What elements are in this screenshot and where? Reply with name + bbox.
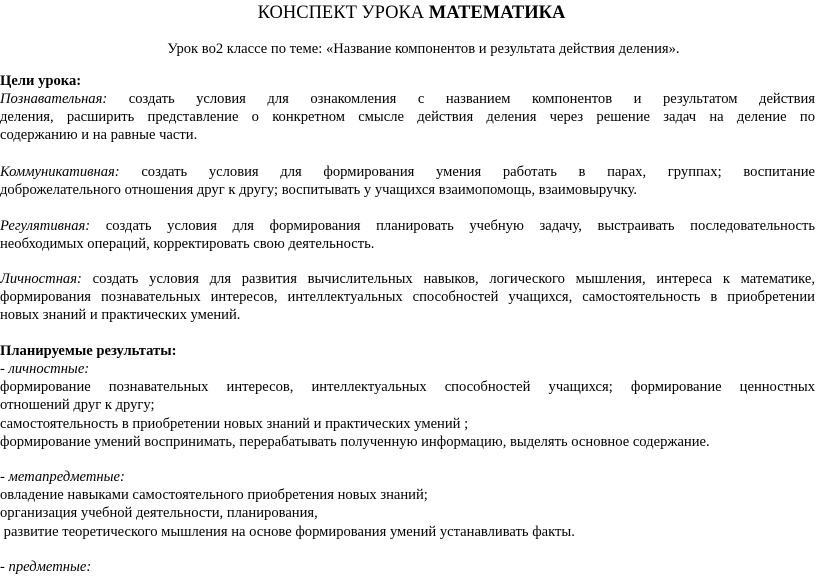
results-metasubject-label-line — [0, 468, 815, 486]
goal-cognitive-line1 — [0, 90, 815, 108]
goal-cognitive-label: Познавательная: — [0, 91, 108, 107]
goal-cognitive-text3: содержанию и на равные части. — [0, 127, 198, 144]
goal-communicative-text1: создать условия для формирования умения работать в парах, группах; воспитание — [141, 164, 815, 180]
goal-cognitive-text2: деления, расширить представление о конкретном смысле действия деления через решение задач на деление по — [0, 109, 815, 126]
results-metasubject-item1: овладение навыками самостоятельного приобретения новых знаний; — [0, 487, 428, 504]
lesson-topic: Урок во2 классе по теме: «Название компонентов и результата действия деления». — [167, 41, 680, 57]
goal-cognitive — [0, 90, 815, 145]
goal-personal-label: Личностная: — [0, 271, 82, 287]
goal-cognitive-text1: создать условия для ознакомления с названием компонентов и результатом действия — [128, 91, 815, 107]
goal-personal-text3: новых знаний и практических умений. — [0, 307, 241, 324]
goal-personal — [0, 270, 815, 325]
results-personal-item2: самостоятельность в приобретении новых знаний и практических умений ; — [0, 415, 469, 432]
goal-regulatory-text1: создать условия для формирования планировать учебную задачу, выстраивать последовательность — [105, 218, 815, 234]
goal-regulatory-label: Регулятивная: — [0, 218, 91, 234]
results-personal-item3: формирование умений воспринимать, перерабатывать полученную информацию, выделять основное содержание. — [0, 433, 710, 450]
goal-communicative — [0, 163, 815, 199]
results-personal — [0, 360, 815, 451]
goals-heading — [0, 72, 815, 90]
results-metasubject-label: метапредметные: — [8, 469, 125, 485]
goal-personal-text2: формирования познавательных интересов, интеллектуальных способностей учащихся, самостоятельность в приобретении — [0, 289, 815, 306]
results-metasubject-item2: организация учебной деятельности, планирования, — [0, 505, 318, 522]
results-personal-item1-line2: отношений друг к другу; — [0, 397, 155, 414]
results-metasubject — [0, 468, 815, 541]
title-prefix: КОНСПЕКТ УРОКА — [257, 3, 425, 23]
results-heading-text: Планируемые результаты: — [0, 343, 177, 359]
results-subject-label: предметные: — [8, 559, 92, 575]
results-personal-item1-line1: формирование познавательных интересов, интеллектуальных способностей учащихся; формирование ценностных — [0, 379, 815, 396]
results-personal-label: личностные: — [8, 361, 90, 377]
results-subject-label-line — [0, 558, 815, 576]
results-metasubject-item3: развитие теоретического мышления на основе формирования умений устанавливать факты. — [0, 523, 575, 540]
results-metasubject-dash: - — [0, 469, 9, 485]
goal-regulatory — [0, 217, 815, 253]
goal-communicative-label: Коммуникативная: — [0, 164, 120, 180]
goals-heading-text: Цели урока: — [0, 73, 82, 89]
goal-communicative-text2: доброжелательного отношения друг к другу; воспитывать у учащихся взаимопомощь, взаимовыручку. — [0, 182, 638, 199]
title-subject: МАТЕМАТИКА — [428, 3, 566, 23]
goal-personal-text1: создать условия для развития вычислительных навыков, логического мышления, интереса к математике, — [92, 271, 815, 287]
goal-regulatory-line1 — [0, 217, 815, 235]
results-heading — [0, 342, 815, 360]
results-personal-dash: - — [0, 361, 9, 377]
goal-personal-line1 — [0, 270, 815, 288]
page-title — [0, 1, 816, 25]
goal-communicative-line1 — [0, 163, 815, 181]
results-personal-label-line — [0, 360, 815, 378]
results-subject-dash: - — [0, 559, 9, 575]
goal-regulatory-text2: необходимых операций, корректировать свою деятельность. — [0, 236, 375, 253]
results-subject — [0, 558, 815, 576]
